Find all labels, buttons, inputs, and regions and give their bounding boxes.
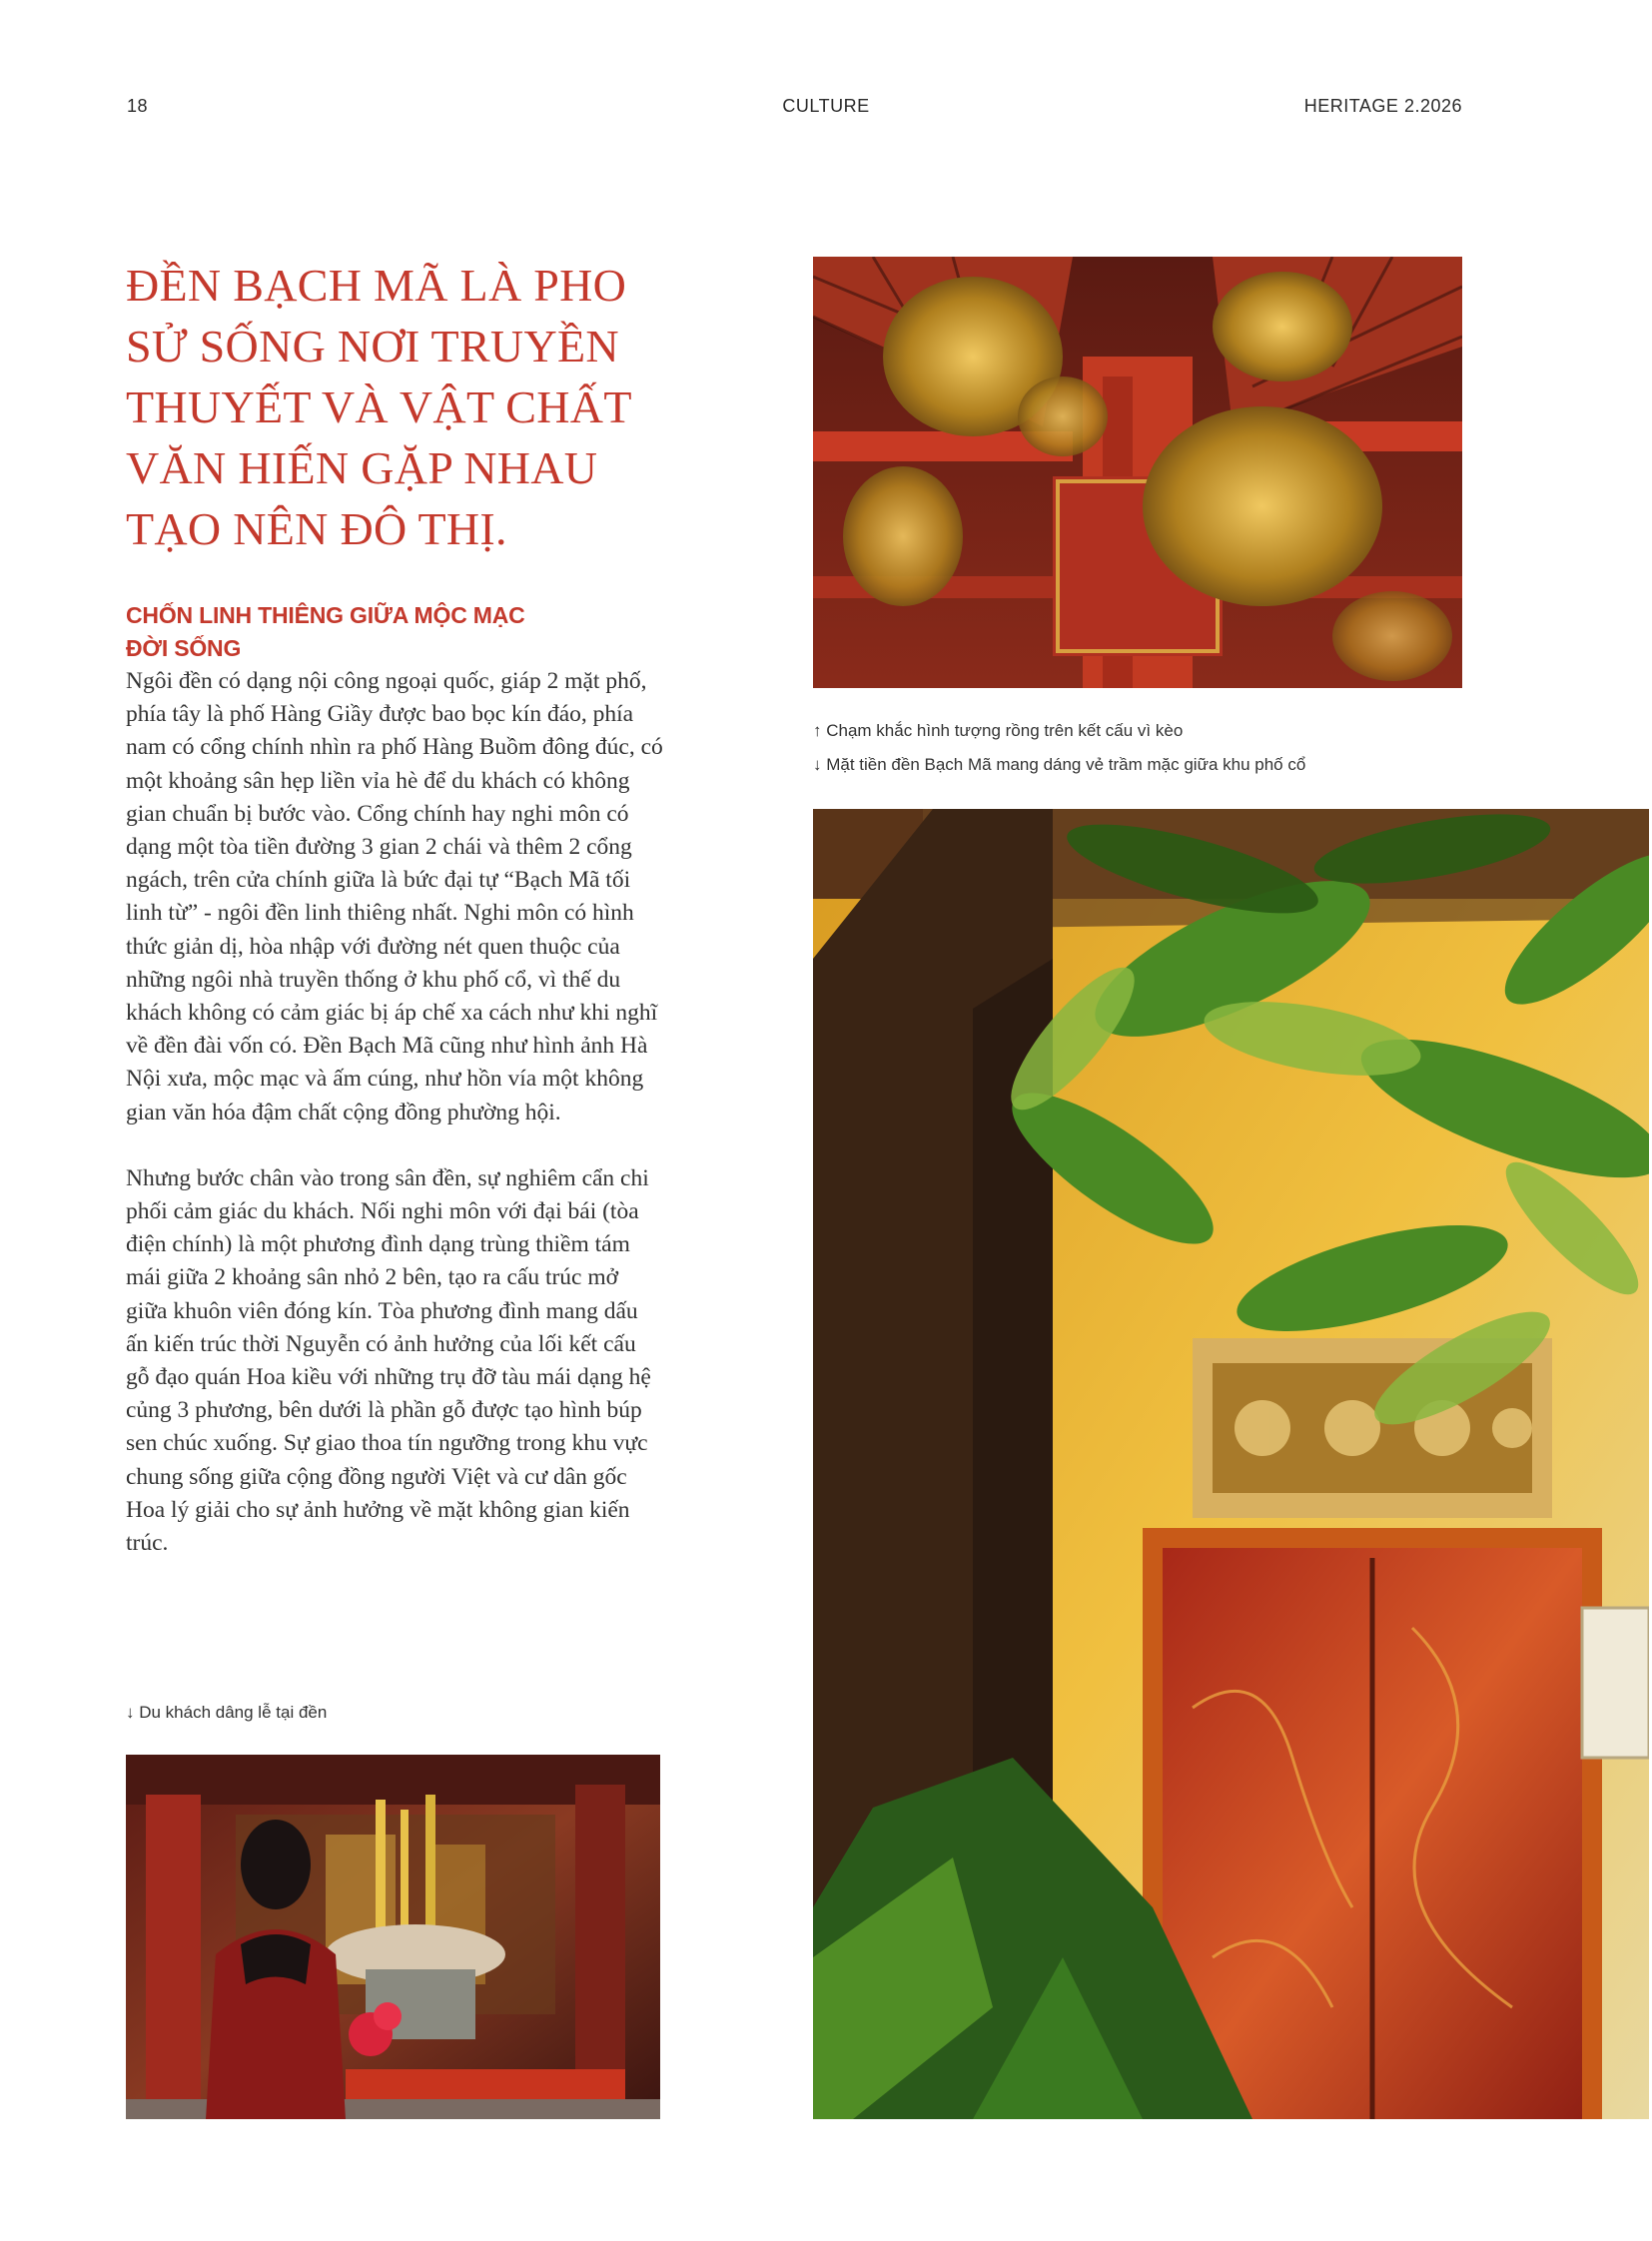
paragraph: Ngôi đền có dạng nội công ngoại quốc, giáp 2 mặt phố, phía tây là phố Hàng Giầy được bao bọc kín đáo, phía nam có cổng chính nhìn ra phố Hàng Buồm đông đúc, có một khoảng sân hẹp liền vỉa hè để du khách có không gian chuẩn bị bước vào. Cổng chính hay nghi môn có dạng một tòa tiền đường 3 gian 2 chái và thêm 2 cổng ngách, trên cửa chính giữa là bức đại tự “Bạch Mã tối linh từ” - ngôi đền linh thiêng nhất. Nghi môn có hình thức giản dị, hòa nhập với đường nét quen thuộc của những ngôi nhà truyền thống ở khu phố cổ, vì thế du khách không có cảm giác bị áp chế xa cách như khi nghĩ về đền đài vốn có. Đền Bạch Mã cũng như hình ảnh Hà Nội xưa, mộc mạc và ấm cúng, như hồn vía một không gian văn hóa đậm chất cộng đồng phường hội.: [126, 668, 663, 1125]
caption-visitor: ↓ Du khách dâng lễ tại đền: [126, 1703, 328, 1722]
pull-quote: ĐỀN BẠCH MÃ LÀ PHO SỬ SỐNG NƠI TRUYỀN THUYẾT VÀ VẬT CHẤT VĂN HIẾN GẶP NHAU TẠO NÊN ĐÔ THỊ.: [126, 260, 631, 554]
section-subhead: CHỐN LINH THIÊNG GIỮA MỘC MẠC ĐỜI SỐNG: [126, 602, 525, 661]
article-body: [126, 665, 665, 1593]
issue-label: HERITAGE 2.2026: [1303, 96, 1462, 116]
photo-visitor-offering: [126, 1755, 660, 2119]
paragraph: Nhưng bước chân vào trong sân đền, sự nghiêm cẩn chi phối cảm giác du khách. Nối nghi môn với đại bái (tòa điện chính) là một phương đình dạng trùng thiềm tám mái giữa 2 khoảng sân nhỏ 2 bên, tạo ra cấu trúc mở giữa khuôn viên đóng kín. Tòa phương đình mang dấu ấn kiến trúc thời Nguyễn có ảnh hưởng của lối kết cấu gỗ đạo quán Hoa kiều với những trụ đỡ tàu mái dạng hệ củng 3 phương, bên dưới là phần gỗ được tạo hình búp sen chúc xuống. Sự giao thoa tín ngưỡng trong khu vực chung sống giữa cộng đồng người Việt và cư dân gốc Hoa lý giải cho sự ảnh hưởng về mặt không gian kiến trúc.: [126, 1164, 651, 1557]
caption-facade: ↓ Mặt tiền đền Bạch Mã mang dáng vẻ trầm mặc giữa khu phố cổ: [813, 755, 1306, 774]
photo-dragon-carving: [813, 257, 1462, 688]
section-label: CULTURE: [782, 96, 870, 116]
photo-temple-facade: [813, 809, 1649, 2119]
caption-carving: ↑ Chạm khắc hình tượng rồng trên kết cấu vì kèo: [813, 721, 1184, 740]
page-number: 18: [127, 96, 149, 116]
